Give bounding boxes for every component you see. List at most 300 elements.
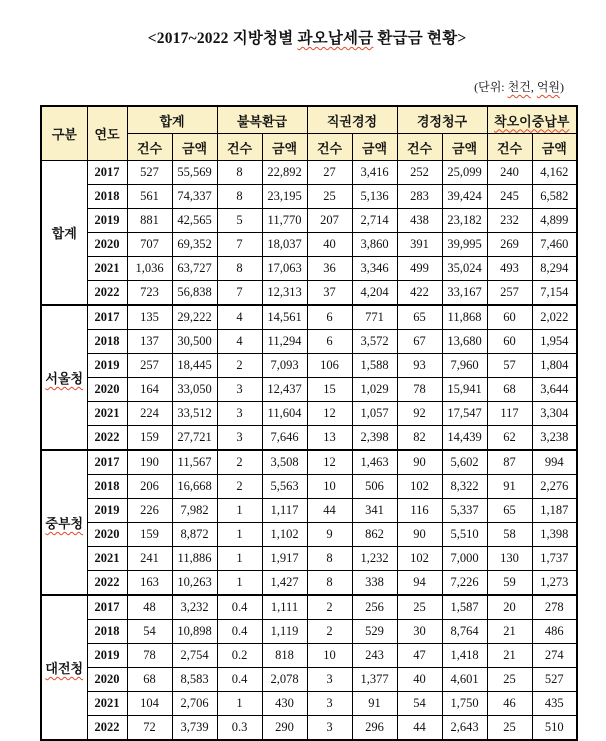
value-cell: 59 xyxy=(487,571,532,596)
value-cell: 1,102 xyxy=(262,523,307,547)
unit-note-segment: ) xyxy=(560,80,564,94)
value-cell: 11,294 xyxy=(262,330,307,354)
value-cell: 164 xyxy=(127,378,172,402)
year-cell: 2017 xyxy=(87,161,127,185)
value-cell: 11,886 xyxy=(172,547,217,571)
value-cell: 226 xyxy=(127,499,172,523)
value-cell: 7,646 xyxy=(262,426,307,451)
value-cell: 1,232 xyxy=(352,547,397,571)
value-cell: 278 xyxy=(532,595,577,620)
value-cell: 47 xyxy=(397,644,442,668)
value-cell: 2 xyxy=(307,595,352,620)
unit-note xyxy=(0,48,606,95)
value-cell: 561 xyxy=(127,185,172,209)
value-cell: 17,547 xyxy=(442,402,487,426)
value-cell: 0.3 xyxy=(217,716,262,741)
header-amount: 금액 xyxy=(352,134,397,161)
value-cell: 3 xyxy=(217,426,262,451)
value-cell: 40 xyxy=(307,233,352,257)
unit-note-segment: (단위: xyxy=(474,80,508,94)
value-cell: 65 xyxy=(397,305,442,330)
table-row xyxy=(41,547,577,571)
value-cell: 499 xyxy=(397,257,442,281)
value-cell: 257 xyxy=(487,281,532,306)
value-cell: 23,182 xyxy=(442,209,487,233)
value-cell: 25,099 xyxy=(442,161,487,185)
value-cell: 159 xyxy=(127,523,172,547)
value-cell: 7,982 xyxy=(172,499,217,523)
header-category: 구분 xyxy=(41,106,87,161)
value-cell: 15,941 xyxy=(442,378,487,402)
header-total: 합계 xyxy=(127,106,217,134)
table-row xyxy=(41,161,577,185)
value-cell: 3,739 xyxy=(172,716,217,741)
value-cell: 4,204 xyxy=(352,281,397,306)
value-cell: 190 xyxy=(127,450,172,475)
value-cell: 1,587 xyxy=(442,595,487,620)
year-cell: 2017 xyxy=(87,595,127,620)
value-cell: 68 xyxy=(127,668,172,692)
value-cell: 90 xyxy=(397,523,442,547)
value-cell: 4,899 xyxy=(532,209,577,233)
value-cell: 63,727 xyxy=(172,257,217,281)
group-label-cell: 대전청 xyxy=(41,595,87,740)
value-cell: 102 xyxy=(397,547,442,571)
value-cell: 11,770 xyxy=(262,209,307,233)
title-segment: 과오납세금 xyxy=(297,30,374,47)
value-cell: 94 xyxy=(397,571,442,596)
value-cell: 5,563 xyxy=(262,475,307,499)
value-cell: 13,680 xyxy=(442,330,487,354)
value-cell: 20 xyxy=(487,595,532,620)
header-count: 건수 xyxy=(307,134,352,161)
value-cell: 245 xyxy=(487,185,532,209)
header-amount: 금액 xyxy=(172,134,217,161)
value-cell: 529 xyxy=(352,620,397,644)
value-cell: 5,510 xyxy=(442,523,487,547)
value-cell: 0.2 xyxy=(217,644,262,668)
value-cell: 256 xyxy=(352,595,397,620)
value-cell: 2,706 xyxy=(172,692,217,716)
value-cell: 78 xyxy=(127,644,172,668)
value-cell: 10,898 xyxy=(172,620,217,644)
value-cell: 771 xyxy=(352,305,397,330)
value-cell: 10 xyxy=(307,644,352,668)
year-cell: 2021 xyxy=(87,692,127,716)
header-count: 건수 xyxy=(127,134,172,161)
value-cell: 296 xyxy=(352,716,397,741)
value-cell: 137 xyxy=(127,330,172,354)
value-cell: 65 xyxy=(487,499,532,523)
value-cell: 72 xyxy=(127,716,172,741)
value-cell: 74,337 xyxy=(172,185,217,209)
year-cell: 2022 xyxy=(87,571,127,596)
value-cell: 269 xyxy=(487,233,532,257)
value-cell: 3,238 xyxy=(532,426,577,451)
year-cell: 2018 xyxy=(87,330,127,354)
value-cell: 21 xyxy=(487,644,532,668)
header-exofficio-correction: 직권경정 xyxy=(307,106,397,134)
value-cell: 1,117 xyxy=(262,499,307,523)
value-cell: 69,352 xyxy=(172,233,217,257)
value-cell: 1,377 xyxy=(352,668,397,692)
value-cell: 12,313 xyxy=(262,281,307,306)
value-cell: 60 xyxy=(487,305,532,330)
value-cell: 8,294 xyxy=(532,257,577,281)
value-cell: 82 xyxy=(397,426,442,451)
value-cell: 46 xyxy=(487,692,532,716)
value-cell: 54 xyxy=(397,692,442,716)
value-cell: 1,057 xyxy=(352,402,397,426)
group-label-cell: 합계 xyxy=(41,161,87,306)
value-cell: 486 xyxy=(532,620,577,644)
value-cell: 3,644 xyxy=(532,378,577,402)
value-cell: 7 xyxy=(217,233,262,257)
table-row xyxy=(41,209,577,233)
value-cell: 257 xyxy=(127,354,172,378)
value-cell: 25 xyxy=(487,716,532,741)
value-cell: 27 xyxy=(307,161,352,185)
value-cell: 0.4 xyxy=(217,595,262,620)
value-cell: 5,602 xyxy=(442,450,487,475)
value-cell: 67 xyxy=(397,330,442,354)
value-cell: 1,273 xyxy=(532,571,577,596)
value-cell: 240 xyxy=(487,161,532,185)
value-cell: 23,195 xyxy=(262,185,307,209)
year-cell: 2021 xyxy=(87,257,127,281)
table-row xyxy=(41,402,577,426)
year-cell: 2020 xyxy=(87,668,127,692)
value-cell: 36 xyxy=(307,257,352,281)
value-cell: 10 xyxy=(307,475,352,499)
value-cell: 159 xyxy=(127,426,172,451)
year-cell: 2018 xyxy=(87,475,127,499)
table-row xyxy=(41,378,577,402)
year-cell: 2022 xyxy=(87,281,127,306)
value-cell: 506 xyxy=(352,475,397,499)
value-cell: 117 xyxy=(487,402,532,426)
year-cell: 2018 xyxy=(87,185,127,209)
table-row xyxy=(41,257,577,281)
table-row xyxy=(41,305,577,330)
value-cell: 29,222 xyxy=(172,305,217,330)
value-cell: 16,668 xyxy=(172,475,217,499)
value-cell: 290 xyxy=(262,716,307,741)
table-row xyxy=(41,233,577,257)
value-cell: 252 xyxy=(397,161,442,185)
year-cell: 2021 xyxy=(87,402,127,426)
value-cell: 106 xyxy=(307,354,352,378)
value-cell: 8 xyxy=(217,257,262,281)
value-cell: 11,868 xyxy=(442,305,487,330)
group-label-cell: 중부청 xyxy=(41,450,87,595)
table-row xyxy=(41,475,577,499)
year-cell: 2022 xyxy=(87,426,127,451)
value-cell: 3,346 xyxy=(352,257,397,281)
year-cell: 2021 xyxy=(87,547,127,571)
header-amount: 금액 xyxy=(532,134,577,161)
value-cell: 2,714 xyxy=(352,209,397,233)
value-cell: 22,892 xyxy=(262,161,307,185)
table-row xyxy=(41,523,577,547)
value-cell: 18,037 xyxy=(262,233,307,257)
value-cell: 1,588 xyxy=(352,354,397,378)
page-title xyxy=(0,0,606,48)
table-row xyxy=(41,354,577,378)
value-cell: 3 xyxy=(217,402,262,426)
value-cell: 4,601 xyxy=(442,668,487,692)
value-cell: 39,995 xyxy=(442,233,487,257)
table-row xyxy=(41,426,577,451)
value-cell: 7 xyxy=(217,281,262,306)
year-cell: 2017 xyxy=(87,450,127,475)
value-cell: 493 xyxy=(487,257,532,281)
value-cell: 25 xyxy=(307,185,352,209)
value-cell: 10,263 xyxy=(172,571,217,596)
group-label-cell: 서울청 xyxy=(41,305,87,450)
value-cell: 527 xyxy=(532,668,577,692)
value-cell: 14,439 xyxy=(442,426,487,451)
table-row xyxy=(41,185,577,209)
year-cell: 2019 xyxy=(87,499,127,523)
value-cell: 2,398 xyxy=(352,426,397,451)
table-row xyxy=(41,571,577,596)
value-cell: 33,512 xyxy=(172,402,217,426)
value-cell: 8,764 xyxy=(442,620,487,644)
value-cell: 3,416 xyxy=(352,161,397,185)
value-cell: 11,567 xyxy=(172,450,217,475)
value-cell: 5 xyxy=(217,209,262,233)
value-cell: 57 xyxy=(487,354,532,378)
value-cell: 1,750 xyxy=(442,692,487,716)
year-cell: 2017 xyxy=(87,305,127,330)
year-cell: 2020 xyxy=(87,523,127,547)
value-cell: 2 xyxy=(217,450,262,475)
header-count: 건수 xyxy=(487,134,532,161)
value-cell: 42,565 xyxy=(172,209,217,233)
table-row xyxy=(41,716,577,741)
value-cell: 25 xyxy=(487,668,532,692)
value-cell: 39,424 xyxy=(442,185,487,209)
value-cell: 12,437 xyxy=(262,378,307,402)
value-cell: 2,276 xyxy=(532,475,577,499)
value-cell: 7,960 xyxy=(442,354,487,378)
value-cell: 93 xyxy=(397,354,442,378)
value-cell: 90 xyxy=(397,450,442,475)
year-cell: 2020 xyxy=(87,233,127,257)
value-cell: 707 xyxy=(127,233,172,257)
value-cell: 527 xyxy=(127,161,172,185)
year-cell: 2020 xyxy=(87,378,127,402)
value-cell: 4,162 xyxy=(532,161,577,185)
table-row xyxy=(41,595,577,620)
value-cell: 7,154 xyxy=(532,281,577,306)
value-cell: 3,572 xyxy=(352,330,397,354)
value-cell: 1 xyxy=(217,547,262,571)
table-body xyxy=(41,161,577,741)
value-cell: 27,721 xyxy=(172,426,217,451)
year-cell: 2019 xyxy=(87,644,127,668)
header-count: 건수 xyxy=(217,134,262,161)
header-correction-claim: 경정청구 xyxy=(397,106,487,134)
value-cell: 1 xyxy=(217,523,262,547)
header-amount: 금액 xyxy=(262,134,307,161)
value-cell: 25 xyxy=(397,595,442,620)
value-cell: 13 xyxy=(307,426,352,451)
table-row xyxy=(41,450,577,475)
value-cell: 8 xyxy=(307,547,352,571)
value-cell: 40 xyxy=(397,668,442,692)
value-cell: 60 xyxy=(487,330,532,354)
value-cell: 8,583 xyxy=(172,668,217,692)
title-segment: <2017~2022 지방청별 xyxy=(147,30,298,47)
value-cell: 391 xyxy=(397,233,442,257)
value-cell: 438 xyxy=(397,209,442,233)
header-count: 건수 xyxy=(397,134,442,161)
value-cell: 2 xyxy=(307,620,352,644)
value-cell: 1 xyxy=(217,692,262,716)
header-appeal-refund: 불복환급 xyxy=(217,106,307,134)
value-cell: 1 xyxy=(217,499,262,523)
unit-note-segment: 천건 xyxy=(507,80,531,94)
value-cell: 58 xyxy=(487,523,532,547)
value-cell: 1,737 xyxy=(532,547,577,571)
value-cell: 5,337 xyxy=(442,499,487,523)
value-cell: 33,167 xyxy=(442,281,487,306)
value-cell: 207 xyxy=(307,209,352,233)
value-cell: 232 xyxy=(487,209,532,233)
value-cell: 4 xyxy=(217,305,262,330)
value-cell: 2,022 xyxy=(532,305,577,330)
header-year: 연도 xyxy=(87,106,127,161)
table-row xyxy=(41,644,577,668)
value-cell: 130 xyxy=(487,547,532,571)
value-cell: 3 xyxy=(307,716,352,741)
value-cell: 33,050 xyxy=(172,378,217,402)
value-cell: 2,078 xyxy=(262,668,307,692)
value-cell: 135 xyxy=(127,305,172,330)
value-cell: 44 xyxy=(307,499,352,523)
value-cell: 92 xyxy=(397,402,442,426)
value-cell: 6,582 xyxy=(532,185,577,209)
value-cell: 818 xyxy=(262,644,307,668)
value-cell: 3,304 xyxy=(532,402,577,426)
value-cell: 12 xyxy=(307,402,352,426)
value-cell: 430 xyxy=(262,692,307,716)
value-cell: 7,000 xyxy=(442,547,487,571)
value-cell: 62 xyxy=(487,426,532,451)
year-cell: 2022 xyxy=(87,716,127,741)
value-cell: 2 xyxy=(217,354,262,378)
value-cell: 17,063 xyxy=(262,257,307,281)
value-cell: 2 xyxy=(217,475,262,499)
value-cell: 35,024 xyxy=(442,257,487,281)
value-cell: 30 xyxy=(397,620,442,644)
value-cell: 1,917 xyxy=(262,547,307,571)
value-cell: 1,187 xyxy=(532,499,577,523)
value-cell: 8,872 xyxy=(172,523,217,547)
value-cell: 1,398 xyxy=(532,523,577,547)
value-cell: 48 xyxy=(127,595,172,620)
value-cell: 3 xyxy=(307,692,352,716)
value-cell: 3,860 xyxy=(352,233,397,257)
value-cell: 30,500 xyxy=(172,330,217,354)
value-cell: 3,508 xyxy=(262,450,307,475)
value-cell: 1,427 xyxy=(262,571,307,596)
value-cell: 2,754 xyxy=(172,644,217,668)
value-cell: 4 xyxy=(217,330,262,354)
value-cell: 1,029 xyxy=(352,378,397,402)
value-cell: 0.4 xyxy=(217,620,262,644)
title-segment: 환급금 현황> xyxy=(373,30,467,47)
header-error-double-payment: 착오이중납부 xyxy=(487,106,577,134)
value-cell: 224 xyxy=(127,402,172,426)
value-cell: 21 xyxy=(487,620,532,644)
value-cell: 15 xyxy=(307,378,352,402)
value-cell: 1 xyxy=(217,571,262,596)
value-cell: 6 xyxy=(307,330,352,354)
value-cell: 341 xyxy=(352,499,397,523)
unit-note-segment: , xyxy=(530,80,537,94)
table-row xyxy=(41,330,577,354)
value-cell: 206 xyxy=(127,475,172,499)
value-cell: 1,463 xyxy=(352,450,397,475)
value-cell: 1,804 xyxy=(532,354,577,378)
value-cell: 1,036 xyxy=(127,257,172,281)
value-cell: 8 xyxy=(217,161,262,185)
value-cell: 241 xyxy=(127,547,172,571)
value-cell: 78 xyxy=(397,378,442,402)
year-cell: 2018 xyxy=(87,620,127,644)
unit-note-segment: 억원 xyxy=(536,80,560,94)
value-cell: 8,322 xyxy=(442,475,487,499)
value-cell: 1,119 xyxy=(262,620,307,644)
value-cell: 3,232 xyxy=(172,595,217,620)
year-cell: 2019 xyxy=(87,354,127,378)
value-cell: 274 xyxy=(532,644,577,668)
value-cell: 3 xyxy=(307,668,352,692)
value-cell: 163 xyxy=(127,571,172,596)
value-cell: 7,460 xyxy=(532,233,577,257)
value-cell: 37 xyxy=(307,281,352,306)
value-cell: 5,136 xyxy=(352,185,397,209)
value-cell: 104 xyxy=(127,692,172,716)
value-cell: 12 xyxy=(307,450,352,475)
value-cell: 8 xyxy=(217,185,262,209)
value-cell: 87 xyxy=(487,450,532,475)
value-cell: 91 xyxy=(352,692,397,716)
value-cell: 68 xyxy=(487,378,532,402)
value-cell: 3 xyxy=(217,378,262,402)
value-cell: 1,954 xyxy=(532,330,577,354)
table-row xyxy=(41,620,577,644)
value-cell: 56,838 xyxy=(172,281,217,306)
value-cell: 44 xyxy=(397,716,442,741)
value-cell: 54 xyxy=(127,620,172,644)
value-cell: 1,418 xyxy=(442,644,487,668)
value-cell: 11,604 xyxy=(262,402,307,426)
value-cell: 283 xyxy=(397,185,442,209)
value-cell: 8 xyxy=(307,571,352,596)
value-cell: 55,569 xyxy=(172,161,217,185)
value-cell: 510 xyxy=(532,716,577,741)
value-cell: 723 xyxy=(127,281,172,306)
value-cell: 435 xyxy=(532,692,577,716)
value-cell: 6 xyxy=(307,305,352,330)
table-row xyxy=(41,499,577,523)
value-cell: 102 xyxy=(397,475,442,499)
year-cell: 2019 xyxy=(87,209,127,233)
